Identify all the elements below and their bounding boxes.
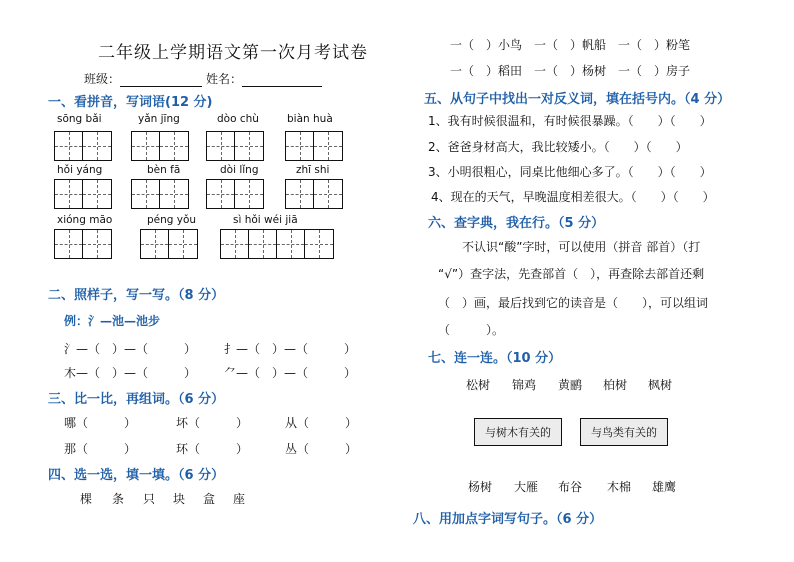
name-label: 姓名： (206, 72, 243, 86)
word-choice: 只 (143, 492, 156, 506)
word-choice: 块 (173, 492, 186, 506)
match-word[interactable]: 大雁 (514, 480, 539, 494)
match-word[interactable]: 锦鸡 (512, 378, 537, 392)
fill-row[interactable]: 扌—（ ）—（ ） (224, 342, 357, 356)
char-grid[interactable] (220, 229, 334, 259)
section-7-heading: 七、连一连。（10 分） (428, 351, 562, 366)
dictionary-line[interactable]: （ ）。 (438, 323, 505, 337)
compare-item[interactable]: 从（ ） (285, 416, 358, 430)
name-field (206, 70, 322, 87)
pinyin: bèn fā (147, 164, 181, 176)
char-grid[interactable] (285, 131, 343, 161)
char-grid[interactable] (140, 229, 198, 259)
pinyin: sì hǒi wéi jiā (233, 214, 298, 226)
char-grid[interactable] (285, 179, 343, 209)
class-label: 班级： (84, 72, 121, 86)
category-box-trees[interactable]: 与树木有关的 (474, 418, 562, 446)
word-choice: 条 (112, 492, 125, 506)
pinyin: zhī shi (296, 164, 330, 176)
pinyin: hǒi yáng (57, 164, 103, 176)
word-choice: 棵 (80, 492, 93, 506)
pinyin: yǎn jīng (138, 113, 180, 125)
pinyin: biàn huà (287, 113, 333, 125)
compare-item[interactable]: 哪（ ） (64, 416, 137, 430)
pinyin: péng yǒu (147, 214, 197, 226)
match-word[interactable]: 柏树 (603, 378, 628, 392)
fill-row[interactable]: 氵—（ ）—（ ） (64, 342, 197, 356)
word-choice: 座 (233, 492, 246, 506)
class-blank[interactable] (120, 74, 202, 87)
match-word[interactable]: 布谷 (558, 480, 583, 494)
section-8-heading: 八、用加点字词写句子。（6 分） (413, 512, 603, 527)
dictionary-line: 不认识“酸”字时，可以使用（拼音 部首）（打 (462, 240, 701, 254)
match-word[interactable]: 木棉 (607, 480, 632, 494)
pinyin: xióng māo (57, 214, 113, 226)
pinyin: dòi lǐng (220, 164, 259, 176)
measure-row[interactable]: 一（ ）小鸟 一（ ）帆船 一（ ）粉笔 (450, 38, 691, 52)
match-word[interactable]: 雄鹰 (652, 480, 677, 494)
compare-item[interactable]: 丛（ ） (285, 442, 358, 456)
word-choice: 盒 (203, 492, 216, 506)
dictionary-line[interactable]: （ ）画，最后找到它的读音是（ ），可以组词 (438, 296, 709, 310)
class-field (84, 70, 202, 87)
char-grid[interactable] (131, 179, 189, 209)
match-word[interactable]: 松树 (466, 378, 491, 392)
char-grid[interactable] (131, 131, 189, 161)
antonym-item[interactable]: 1、我有时候很温和，有时候很暴躁。（ ）（ ） (428, 114, 712, 128)
char-grid[interactable] (54, 229, 112, 259)
antonym-item[interactable]: 2、爸爸身材高大，我比较矮小。（ ）（ ） (428, 140, 688, 154)
fill-row[interactable]: 木—（ ）—（ ） (64, 366, 197, 380)
compare-item[interactable]: 那（ ） (64, 442, 137, 456)
section-4-heading: 四、选一选，填一填。（6 分） (48, 468, 225, 483)
match-word[interactable]: 杨树 (468, 480, 493, 494)
antonym-item[interactable]: 4、现在的天气，早晚温度相差很大。（ ）（ ） (431, 190, 715, 204)
section-2-heading: 二、照样子，写一写。（8 分） (48, 288, 225, 303)
section-3-heading: 三、比一比，再组词。（6 分） (48, 392, 225, 407)
name-blank[interactable] (242, 74, 322, 87)
section-5-heading: 五、从句子中找出一对反义词，填在括号内。（4 分） (424, 92, 731, 107)
compare-item[interactable]: 坏（ ） (176, 416, 249, 430)
pinyin: dòo chù (217, 113, 259, 125)
section-1-heading: 一、看拼音，写词语(12 分) (48, 95, 213, 110)
compare-item[interactable]: 环（ ） (176, 442, 249, 456)
char-grid[interactable] (206, 131, 264, 161)
measure-row[interactable]: 一（ ）稻田 一（ ）杨树 一（ ）房子 (450, 64, 691, 78)
char-grid[interactable] (54, 131, 112, 161)
antonym-item[interactable]: 3、小明很粗心，同桌比他细心多了。（ ）（ ） (428, 165, 712, 179)
char-grid[interactable] (206, 179, 264, 209)
fill-row[interactable]: ⺈—（ ）—（ ） (224, 366, 357, 380)
dictionary-line[interactable]: “√”）查字法，先查部首（ ），再查除去部首还剩 (438, 267, 705, 281)
match-word[interactable]: 枫树 (648, 378, 673, 392)
match-word[interactable]: 黄鹂 (558, 378, 583, 392)
char-grid[interactable] (54, 179, 112, 209)
example-line: 例：氵—池—池步 (64, 314, 161, 328)
section-6-heading: 六、查字典，我在行。（5 分） (428, 216, 605, 231)
pinyin: sōng bǎi (57, 113, 102, 125)
category-box-birds[interactable]: 与鸟类有关的 (580, 418, 668, 446)
page-title: 二年级上学期语文第一次月考试卷 (98, 43, 368, 63)
